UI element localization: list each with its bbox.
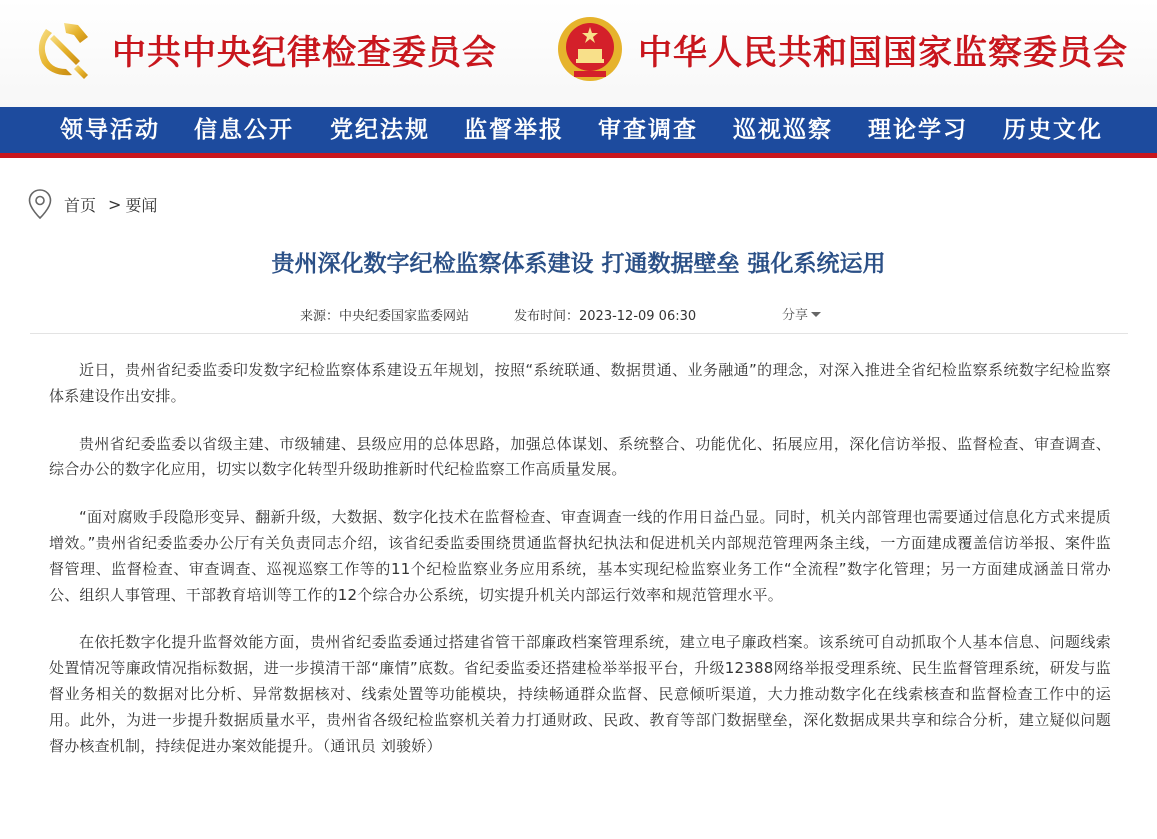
- article-paragraph: 在依托数字化提升监督效能方面，贵州省纪委监委通过搭建省管干部廉政档案管理系统，建立电子廉政档案。该系统可自动抓取个人基本信息、问题线索处置情况等廉政情况指标数据，进一步摸清干部“廉情”底数。省纪委监委还搭建检举举报平台，升级12388网络举报受理系统、民生监督管理系统，研发与监督业务相关的数据对比分析、异常数据核对、线索处置等功能模块，持续畅通群众监督、民意倾听渠道，大力推动数字化在线索核查和监督检查工作中的运用。此外，为进一步提升数据质量水平，贵州省各级纪检监察机关着力打通财政、民政、教育等部门数据壁垒，深化数据成果共享和综合分析，建立疑似问题督办核查机制，持续促进办案效能提升。（通讯员 刘骏娇）: [49, 633, 1111, 755]
- article-paragraph: 近日，贵州省纪委监委印发数字纪检监察体系建设五年规划，按照“系统联通、数据贯通、业务融通”的理念，对深入推进全省纪检监察系统数字纪检监察体系建设作出安排。: [49, 361, 1111, 405]
- breadcrumb-home-link[interactable]: 首页: [64, 195, 97, 215]
- breadcrumb-separator: >: [108, 194, 122, 214]
- nav-item-history[interactable]: 历史文化: [1003, 116, 1103, 143]
- nav-item-leadership[interactable]: 领导活动: [60, 116, 160, 143]
- share-label: 分享: [782, 308, 809, 323]
- nav-red-line: [0, 153, 1157, 158]
- nav-item-regulations[interactable]: 党纪法规: [330, 116, 430, 143]
- article-title: 贵州深化数字纪检监察体系建设 打通数据壁垒 强化系统运用: [271, 251, 886, 277]
- nav-item-inspection[interactable]: 巡视巡察: [733, 116, 833, 143]
- share-button[interactable]: [782, 304, 821, 323]
- main-nav: [0, 107, 1157, 153]
- nav-item-report[interactable]: 监督举报: [464, 116, 564, 143]
- meta-divider: [30, 333, 1128, 334]
- article-paragraph: “面对腐败手段隐形变异、翻新升级，大数据、数字化技术在监督检查、审查调查一线的作用日益凸显。同时，机关内部管理也需要通过信息化方式来提质增效。”贵州省纪委监委办公厅有关负责同志介绍，该省纪委监委围绕贯通监督执纪执法和促进机关内部规范管理两条主线，一方面建成覆盖信访举报、案件监督管理、监督检查、审查调查、巡视巡察工作等的11个纪检监察业务应用系统，基本实现纪检监察业务工作“全流程”数字化管理；另一方面建成涵盖日常办公、组织人事管理、干部教育培训等工作的12个综合办公系统，切实提升机关内部运行效率和规范管理水平。: [49, 508, 1111, 604]
- ccdi-logo[interactable]: [30, 12, 497, 86]
- article-paragraph: 贵州省纪委监委以省级主建、市级辅建、县级应用的总体思路，加强总体谋划、系统整合、功能优化、拓展应用，深化信访举报、监督检查、审查调查、综合办公的数字化应用，切实以数字化转型升级助推新时代纪检监察工作高质量发展。: [49, 434, 1111, 479]
- nav-item-information[interactable]: 信息公开: [194, 116, 294, 143]
- ccdi-title: 中共中央纪律检查委员会: [112, 32, 497, 73]
- national-emblem-icon: [556, 15, 624, 83]
- site-header: [0, 0, 1157, 107]
- nsc-title: 中华人民共和国国家监察委员会: [638, 32, 1128, 73]
- nav-item-investigation[interactable]: 审查调查: [598, 116, 698, 143]
- nav-item-theory[interactable]: 理论学习: [868, 116, 968, 143]
- breadcrumb: [28, 188, 157, 220]
- nsc-logo[interactable]: [556, 12, 1128, 86]
- article-body: [49, 358, 1111, 781]
- breadcrumb-current-link[interactable]: 要闻: [125, 195, 158, 215]
- chevron-down-icon: [811, 312, 821, 317]
- location-pin-icon: [28, 189, 52, 219]
- article-source: 来源：中央纪委国家监委网站: [300, 309, 470, 324]
- party-emblem-icon: [30, 15, 98, 83]
- article-publish-time: 发布时间：2023-12-09 06:30: [514, 309, 697, 324]
